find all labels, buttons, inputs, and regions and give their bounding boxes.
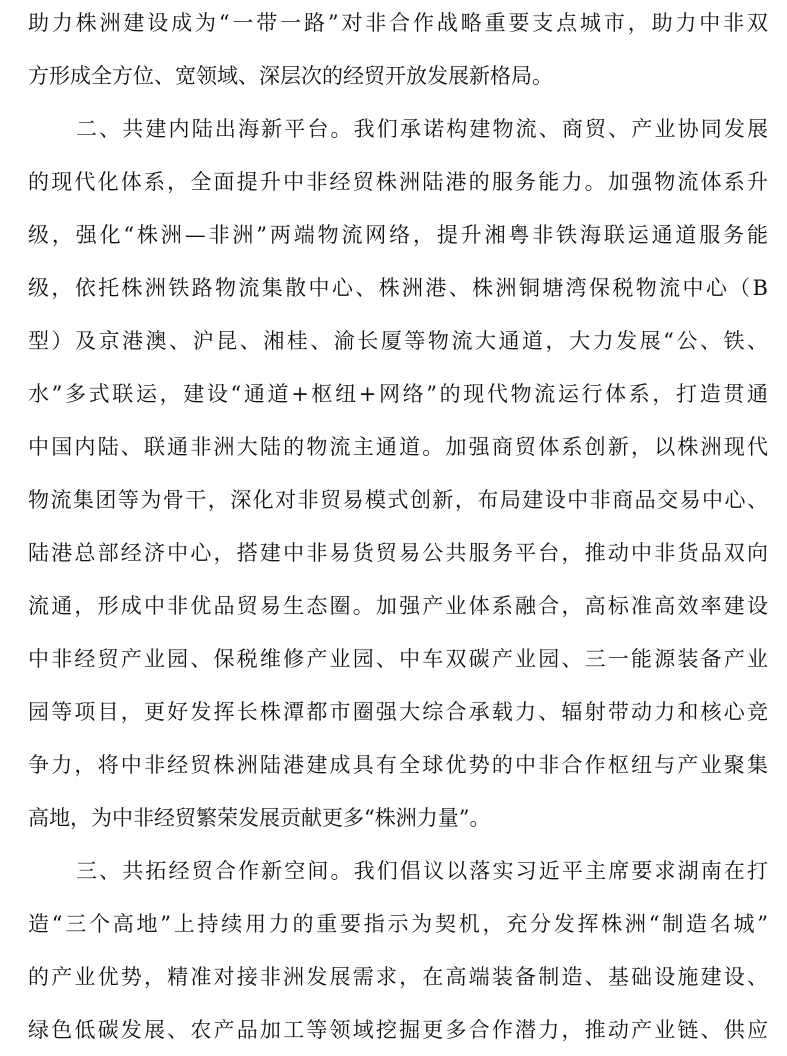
text-line-12: 流通，形成中非优品贸易生态圈。加强产业体系融合，高标准高效率建设 (28, 594, 768, 618)
text-line-11: 陆港总部经济中心，搭建中非易货贸易公共服务平台，推动中非货品双向 (28, 541, 768, 565)
text-line-1: 助力株洲建设成为“一带一路”对非合作战略重要支点城市，助力中非双 (28, 11, 768, 35)
text-line-18: 造“三个高地”上持续用力的重要指示为契机，充分发挥株洲“制造名城” (28, 912, 768, 936)
text-line-15: 争力，将中非经贸株洲陆港建成具有全球优势的中非合作枢纽与产业聚集 (28, 753, 768, 777)
text-line-14: 园等项目，更好发挥长株潭都市圈强大综合承载力、辐射带动力和核心竞 (28, 700, 768, 724)
text-line-2: 方形成全方位、宽领域、深层次的经贸开放发展新格局。 (28, 64, 553, 88)
text-line-20: 绿色低碳发展、农产品加工等领域挖掘更多合作潜力，推动产业链、供应 (28, 1018, 768, 1042)
paragraph-3-heading-line: 三、共拓经贸合作新空间。我们倡议以落实习近平主席要求湖南在打 (76, 859, 768, 883)
text-line-4: 的现代化体系，全面提升中非经贸株洲陆港的服务能力。加强物流体系升 (28, 170, 768, 194)
text-line-5: 级，强化“株洲—非洲”两端物流网络，提升湘粤非铁海联运通道服务能 (28, 223, 768, 247)
text-line-6: 级，依托株洲铁路物流集散中心、株洲港、株洲铜塘湾保税物流中心（B (28, 276, 768, 300)
paragraph-2-heading-line: 二、共建内陆出海新平台。我们承诺构建物流、商贸、产业协同发展 (76, 117, 768, 141)
text-line-19: 的产业优势，精准对接非洲发展需求，在高端装备制造、基础设施建设、 (28, 965, 768, 989)
text-line-10: 物流集团等为骨干，深化对非贸易模式创新，布局建设中非商品交易中心、 (28, 488, 768, 512)
text-line-7: 型）及京港澳、沪昆、湘桂、渝长厦等物流大通道，大力发展“公、铁、 (28, 329, 768, 353)
text-line-13: 中非经贸产业园、保税维修产业园、中车双碳产业园、三一能源装备产业 (28, 647, 768, 671)
text-line-8: 水”多式联运，建设“通道+枢纽+网络”的现代物流运行体系，打造贯通 (28, 382, 768, 406)
text-line-16: 高地，为中非经贸繁荣发展贡献更多“株洲力量”。 (28, 806, 491, 830)
text-line-9: 中国内陆、联通非洲大陆的物流主通道。加强商贸体系创新，以株洲现代 (28, 435, 768, 459)
